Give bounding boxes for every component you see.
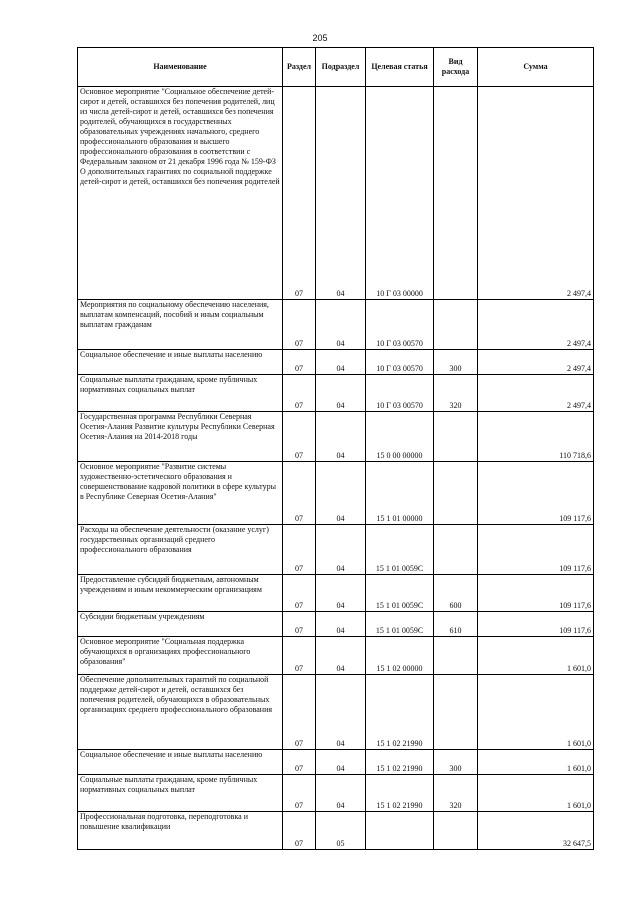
row-name: Расходы на обеспечение деятельности (оказание услуг) государственных организаций среднего профессионального образования	[78, 525, 283, 575]
row-subsection: 04	[316, 525, 366, 575]
row-sum: 2 497,4	[478, 375, 594, 412]
row-expense-type: 610	[434, 612, 478, 637]
row-expense-type: 300	[434, 750, 478, 775]
row-name: Основное мероприятие "Развитие системы художественно-эстетического образования и совершенствование кадровой политики в сфере культуры в Республике Северная Осетия-Алания"	[78, 462, 283, 525]
row-subsection: 04	[316, 462, 366, 525]
row-name: Социальное обеспечение и иные выплаты населению	[78, 750, 283, 775]
row-subsection: 04	[316, 87, 366, 300]
table-row	[78, 300, 594, 350]
row-expense-type: 300	[434, 350, 478, 375]
table-row	[78, 412, 594, 462]
table-row	[78, 675, 594, 750]
row-name: Обеспечение дополнительных гарантий по социальной поддержке детей-сирот и детей, оставшихся без попечения родителей, обучающихся в образовательных организациях среднего профессионального образования	[78, 675, 283, 750]
row-sum: 1 601,0	[478, 637, 594, 675]
row-expense-type: 320	[434, 775, 478, 812]
row-target: 15 1 02 21990	[366, 675, 434, 750]
table-row	[78, 350, 594, 375]
row-name: Субсидии бюджетным учреждениям	[78, 612, 283, 637]
header-section: Раздел	[283, 48, 316, 87]
row-expense-type	[434, 812, 478, 850]
row-expense-type	[434, 300, 478, 350]
table-row	[78, 525, 594, 575]
row-name: Государственная программа Республики Северная Осетия-Алания Развитие культуры Республики Северная Осетия-Алания на 2014-2018 годы	[78, 412, 283, 462]
header-subsection: Подраздел	[316, 48, 366, 87]
row-target: 15 1 01 0059С	[366, 525, 434, 575]
table-row	[78, 750, 594, 775]
budget-table	[77, 47, 594, 850]
table-row	[78, 612, 594, 637]
header-expense-type: Вид расхода	[434, 48, 478, 87]
row-sum: 2 497,4	[478, 350, 594, 375]
row-section: 07	[283, 375, 316, 412]
row-subsection: 04	[316, 775, 366, 812]
row-subsection: 04	[316, 750, 366, 775]
row-subsection: 04	[316, 300, 366, 350]
row-sum: 1 601,0	[478, 675, 594, 750]
row-subsection: 05	[316, 812, 366, 850]
row-section: 07	[283, 462, 316, 525]
row-section: 07	[283, 412, 316, 462]
table-row	[78, 462, 594, 525]
row-section: 07	[283, 87, 316, 300]
row-name: Социальные выплаты гражданам, кроме публичных нормативных социальных выплат	[78, 775, 283, 812]
row-section: 07	[283, 750, 316, 775]
row-name: Социальное обеспечение и иные выплаты населению	[78, 350, 283, 375]
row-subsection: 04	[316, 675, 366, 750]
row-sum: 109 117,6	[478, 575, 594, 612]
row-expense-type: 320	[434, 375, 478, 412]
row-section: 07	[283, 525, 316, 575]
row-sum: 110 718,6	[478, 412, 594, 462]
row-sum: 109 117,6	[478, 612, 594, 637]
row-target: 15 0 00 00000	[366, 412, 434, 462]
row-subsection: 04	[316, 350, 366, 375]
row-subsection: 04	[316, 412, 366, 462]
header-sum: Сумма	[478, 48, 594, 87]
row-target: 15 1 01 00000	[366, 462, 434, 525]
row-section: 07	[283, 812, 316, 850]
row-target	[366, 812, 434, 850]
row-sum: 109 117,6	[478, 525, 594, 575]
row-sum: 109 117,6	[478, 462, 594, 525]
page-number: 205	[312, 33, 328, 43]
row-target: 10 Г 03 00570	[366, 300, 434, 350]
row-expense-type	[434, 462, 478, 525]
row-sum: 2 497,4	[478, 87, 594, 300]
table-row	[78, 575, 594, 612]
row-target: 15 1 01 0059С	[366, 575, 434, 612]
row-sum: 32 647,5	[478, 812, 594, 850]
row-name: Мероприятия по социальному обеспечению населения, выплатам компенсаций, пособий и иным социальным выплатам гражданам	[78, 300, 283, 350]
row-section: 07	[283, 300, 316, 350]
row-expense-type	[434, 412, 478, 462]
row-sum: 1 601,0	[478, 775, 594, 812]
row-target: 10 Г 03 00570	[366, 350, 434, 375]
header-name: Наименование	[78, 48, 283, 87]
row-name: Социальные выплаты гражданам, кроме публичных нормативных социальных выплат	[78, 375, 283, 412]
table-row	[78, 775, 594, 812]
row-expense-type	[434, 87, 478, 300]
row-subsection: 04	[316, 637, 366, 675]
row-section: 07	[283, 675, 316, 750]
row-sum: 2 497,4	[478, 300, 594, 350]
row-subsection: 04	[316, 612, 366, 637]
row-subsection: 04	[316, 575, 366, 612]
row-sum: 1 601,0	[478, 750, 594, 775]
row-expense-type	[434, 525, 478, 575]
row-target: 10 Г 03 00000	[366, 87, 434, 300]
row-section: 07	[283, 637, 316, 675]
row-section: 07	[283, 575, 316, 612]
row-name: Основное мероприятие "Социальная поддержка обучающихся в организациях профессионального образования"	[78, 637, 283, 675]
table-row	[78, 87, 594, 300]
table-row	[78, 637, 594, 675]
row-expense-type	[434, 675, 478, 750]
row-target: 15 1 01 0059С	[366, 612, 434, 637]
header-target: Целевая статья	[366, 48, 434, 87]
row-target: 15 1 02 00000	[366, 637, 434, 675]
row-target: 15 1 02 21990	[366, 775, 434, 812]
row-target: 15 1 02 21990	[366, 750, 434, 775]
row-name: Основное мероприятие "Социальное обеспечение детей-сирот и детей, оставшихся без попечения родителей, лиц из числа детей-сирот и детей, оставшихся без попечения родителей, обучающихся в государственных образовательных учреждениях начального, среднего профессионального образования и высшего профессионального образования в соответствии с Федеральным законом от 21 декабря 1996 года № 159-ФЗ О дополнительных гарантиях по социальной поддержке детей-сирот и детей, оставшихся без попечения родителей	[78, 87, 283, 300]
row-target: 10 Г 03 00570	[366, 375, 434, 412]
row-section: 07	[283, 775, 316, 812]
row-section: 07	[283, 350, 316, 375]
row-name: Профессиональная подготовка, переподготовка и повышение квалификации	[78, 812, 283, 850]
table-row	[78, 812, 594, 850]
row-expense-type: 600	[434, 575, 478, 612]
row-expense-type	[434, 637, 478, 675]
row-name: Предоставление субсидий бюджетным, автономным учреждениям и иным некоммерческим организациям	[78, 575, 283, 612]
table-row	[78, 375, 594, 412]
table-header-row	[78, 48, 594, 87]
row-subsection: 04	[316, 375, 366, 412]
row-section: 07	[283, 612, 316, 637]
